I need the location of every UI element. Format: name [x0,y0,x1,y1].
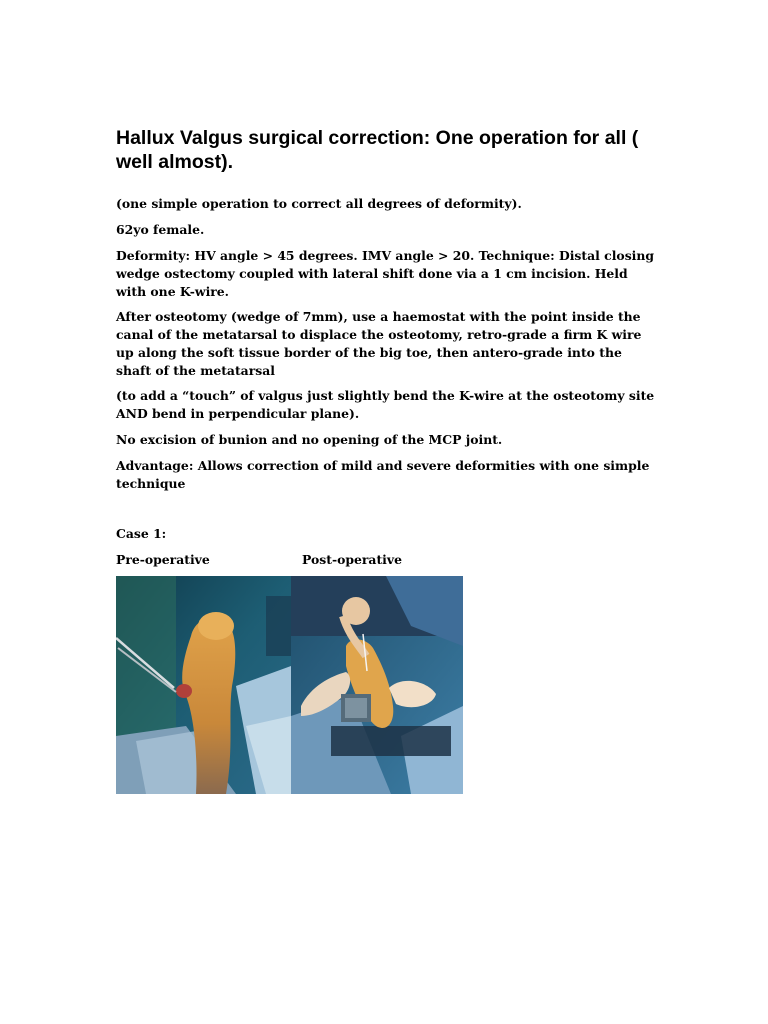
intro-paragraph: (one simple operation to correct all degrees of deformity). [116,196,522,211]
patient-paragraph: 62yo female. [116,222,205,237]
valgus-touch-paragraph: (to add a “touch” of valgus just slightly bend the K-wire at the osteotomy site AND bend in perpendicular plane). [116,388,655,421]
deformity-paragraph: Deformity: HV angle > 45 degrees. IMV angle > 20. Technique: Distal closing wedge ostectomy coupled with lateral shift done via a 1 cm incision. Held with one K-wire. [116,248,655,299]
pre-operative-label: Pre-operative [116,552,210,567]
case-label: Case 1: [116,526,167,541]
document-title: Hallux Valgus surgical correction: One operation for all ( well almost). [116,127,639,173]
osteotomy-paragraph: After osteotomy (wedge of 7mm), use a haemostat with the point inside the canal of the metatarsal to displace the osteotomy, retro-grade a firm K wire up along the soft tissue border of the big toe, then antero-grade into the shaft of the metatarsal [116,309,642,378]
post-operative-label: Post-operative [302,552,402,567]
no-excision-paragraph: No excision of bunion and no opening of the MCP joint. [116,432,503,447]
post-operative-photo [291,576,463,794]
pre-operative-photo [116,576,291,794]
advantage-paragraph: Advantage: Allows correction of mild and severe deformities with one simple technique [116,458,650,491]
